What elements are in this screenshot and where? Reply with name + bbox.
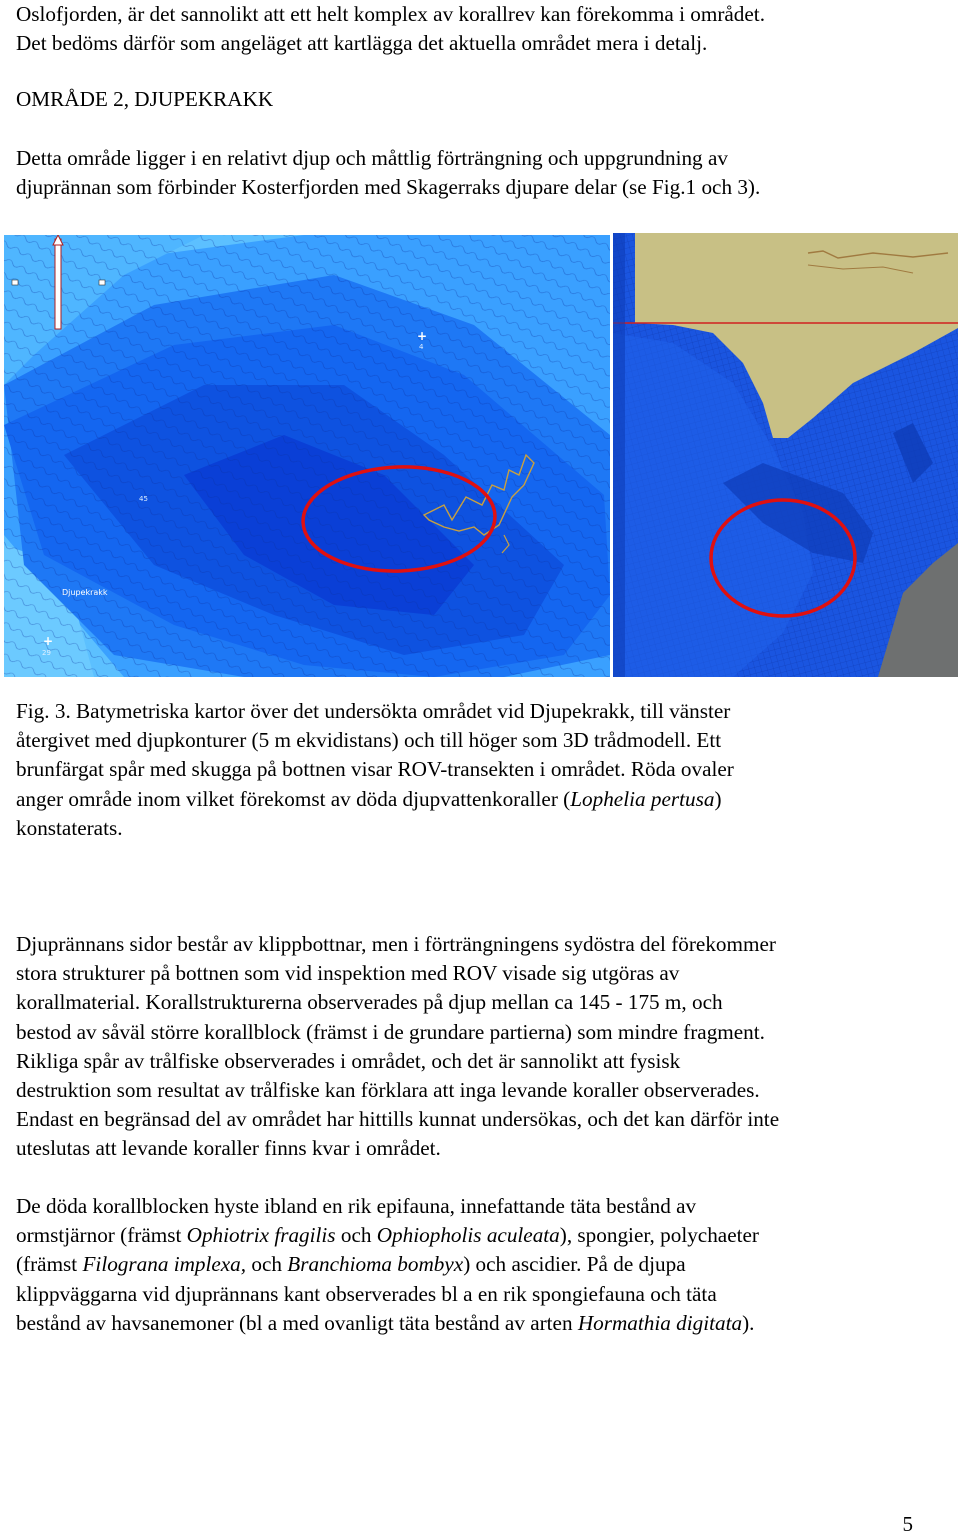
section-paragraph bbox=[16, 144, 946, 202]
text-run: (främst bbox=[16, 1252, 83, 1277]
text-line bbox=[16, 1309, 946, 1338]
text-run: ormstjärnor (främst bbox=[16, 1223, 187, 1248]
intro-paragraph bbox=[16, 0, 946, 58]
text-run: ), spongier, polychaeter bbox=[559, 1223, 759, 1248]
bathymetry-contour-map bbox=[4, 235, 610, 677]
figure-caption bbox=[16, 697, 946, 843]
species-name: Ophiopholis aculeata bbox=[376, 1223, 560, 1248]
text-line: klippväggarna vid djuprännans kant observerades bl a en rik spongiefauna och täta bbox=[16, 1281, 717, 1306]
text-line: Oslofjorden, är det sannolikt att ett helt komplex av korallrev kan förekomma i området. bbox=[16, 2, 765, 26]
text-line: uteslutas att levande koraller finns kvar i området. bbox=[16, 1136, 441, 1161]
body-paragraph bbox=[16, 930, 946, 1164]
text-run: ) bbox=[714, 786, 722, 811]
text-line: bestod av såväl större korallblock (främst i de grundare partierna) som mindre fragment. bbox=[16, 1019, 765, 1044]
text-run: anger område inom vilket förekomst av döda djupvattenkoraller ( bbox=[16, 786, 571, 811]
page-number: 5 bbox=[902, 1512, 913, 1536]
text-line: Djuprännans sidor består av klippbottnar, men i förträngningens sydöstra del förekommer bbox=[16, 932, 776, 956]
text-line: konstaterats. bbox=[16, 815, 123, 840]
depth-label: 45 bbox=[139, 495, 148, 503]
text-line: Fig. 3. Batymetriska kartor över det undersökta området vid Djupekrakk, till vänster bbox=[16, 699, 731, 723]
text-run: ). bbox=[742, 1310, 755, 1335]
svg-text:+: + bbox=[43, 634, 54, 648]
text-line bbox=[16, 1250, 946, 1279]
body-paragraph bbox=[16, 1192, 946, 1338]
text-run: bestånd av havsanemoner (bl a med ovanligt täta bestånd av arten bbox=[16, 1310, 578, 1335]
text-run: ) och ascidier. På de djupa bbox=[463, 1252, 686, 1277]
text-line: korallmaterial. Korallstrukturerna observerades på djup mellan ca 145 - 175 m, och bbox=[16, 990, 723, 1015]
text-line: brunfärgat spår med skugga på bottnen visar ROV-transekten i området. Röda ovaler bbox=[16, 757, 734, 782]
text-line: djuprännan som förbinder Kosterfjorden med Skagerraks djupare delar (se Fig.1 och 3). bbox=[16, 175, 761, 200]
text-line: Rikliga spår av trålfiske observerades i området, och det är sannolikt att fysisk bbox=[16, 1048, 681, 1073]
text-line: återgivet med djupkonturer (5 m ekvidistans) och till höger som 3D trådmodell. Ett bbox=[16, 728, 722, 753]
depth-label: 4 bbox=[419, 343, 424, 351]
text-line: Endast en begränsad del av området har hittills kunnat undersökas, och det kan därför inte bbox=[16, 1107, 780, 1132]
species-name: Filograna implexa, bbox=[82, 1252, 247, 1277]
species-name: Lophelia pertusa bbox=[570, 786, 715, 811]
species-name: Hormathia digitata bbox=[577, 1310, 743, 1335]
text-line: Det bedöms därför som angeläget att kartlägga det aktuella området mera i detalj. bbox=[16, 31, 708, 56]
text-run: och bbox=[246, 1252, 288, 1277]
text-line: De döda korallblocken hyste ibland en rik epifauna, innefattande täta bestånd av bbox=[16, 1194, 697, 1218]
text-run: och bbox=[335, 1223, 377, 1248]
text-line: Detta område ligger i en relativt djup och måttlig förträngning och uppgrundning av bbox=[16, 146, 728, 170]
svg-text:+: + bbox=[417, 329, 428, 343]
text-line bbox=[16, 785, 946, 814]
text-line bbox=[16, 1221, 946, 1250]
text-line: destruktion som resultat av trålfiske kan förklara att inga levande koraller observerades. bbox=[16, 1078, 760, 1103]
species-name: Branchioma bombyx bbox=[287, 1252, 464, 1277]
depth-label: 29 bbox=[42, 649, 51, 657]
place-label: Djupekrakk bbox=[62, 588, 108, 597]
species-name: Ophiotrix fragilis bbox=[186, 1223, 336, 1248]
section-heading: OMRÅDE 2, DJUPEKRAKK bbox=[16, 87, 274, 111]
3d-wireframe-model bbox=[613, 233, 958, 677]
text-line: stora strukturer på bottnen som vid inspektion med ROV visade sig utgöras av bbox=[16, 961, 680, 986]
